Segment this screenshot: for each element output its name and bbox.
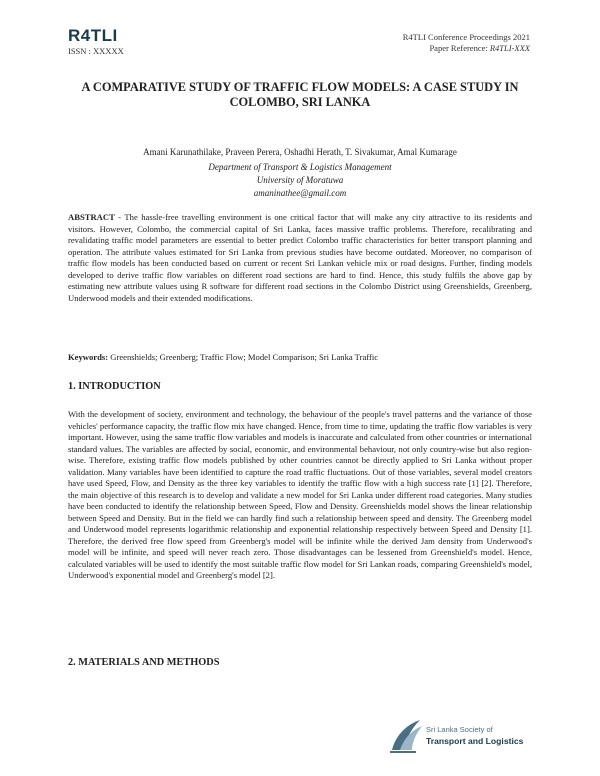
affiliation — [70, 161, 530, 200]
introduction-heading: 1. INTRODUCTION — [68, 381, 161, 392]
society-name-big: Transport and Logistics — [426, 736, 524, 746]
header-right — [403, 32, 530, 54]
conference-name: R4TLI Conference Proceedings 2021 — [402, 32, 530, 42]
society-name-small: Sri Lanka Society of — [426, 725, 493, 734]
paper-reference-label: Paper Reference: — [429, 43, 490, 53]
keywords-text: Greenshields; Greenberg; Traffic Flow; Model Comparison; Sri Lanka Traffic — [108, 352, 379, 362]
author-email: amaninathee@gmail.com — [253, 188, 347, 198]
introduction-body: With the development of society, environment and technology, the behaviour of the people's travel patterns and the variance of those vehicles' performance capacity, the traffic flow mix have changed. Hence, from time to time, updating the traffic flow variables is very important. However, using the same traffic flow variables and models is inaccurate and calculated from other countries or international standard values. The variables are affected by social, economic, and environmental behaviour, not only country-wise but also region-wise. Therefore, existing traffic flow models published by other countries cannot be directly applied to Sri Lanka without proper validation. Many variables have been identified to capture the road traffic fluctuations. Out of those variables, several model creators have used Speed, Flow, and Density as the three key variables to identify the traffic flow with a high success rate [1] [2]. Therefore, the main objective of this research is to develop and validate a new model for Sri Lanka under different road categories. Many studies have been conducted to identify the relationship between Speed, Flow and Density. Greenshields model shows the linear relationship between Speed and Density. But in the field we can hardly find such a relationship between speed and density. The Greenberg model and Underwood model represents logarithmic relationship and exponential relationship respectively between Speed and Density [1]. Therefore, the derived free flow speed from Greenberg's model will be infinite while the derived Jam density from Underwood's model will be infinite, and speed will never reach zero. Those disadvantages can be lessened from Greenshield's model. Hence, calculated variables will be used to identify the most suitable traffic flow model for Sri Lankan roads, comparing Greenshield's model, Underwood's exponential model and Greenberg's model [2]. — [68, 409, 532, 580]
department: Department of Transport & Logistics Management — [208, 162, 392, 172]
university: University of Moratuwa — [256, 175, 344, 185]
materials-methods-heading: 2. MATERIALS AND METHODS — [68, 657, 220, 668]
abstract-label: ABSTRACT — [68, 212, 115, 222]
society-logo — [386, 716, 536, 756]
issn: ISSN : XXXXX — [68, 46, 124, 56]
abstract — [68, 212, 532, 304]
author-list: Amani Karunathilake, Praveen Perera, Oshadhi Herath, T. Sivakumar, Amal Kumarage — [143, 147, 457, 157]
conference-logo: R4TLI — [68, 26, 118, 45]
abstract-text: - The hassle-free travelling environment is one critical factor that will make any city attractive to its residents and visitors. However, Colombo, the commercial capital of Sri Lanka, faces massive traffic problems. Therefore, recalibrating and revalidating traffic model parameters are essential to better predict Colombo traffic characteristics for better transport planning and operation. The attribute values estimated for Sri Lanka from previous studies have become outdated. Moreover, no comparison of traffic flow models has been conducted based on current or recent Sri Lankan vehicle mix or road designs. Further, finding models developed to derive traffic flow variables on different road sections are hard to find. Hence, this study fulfils the above gap by estimating new attribute values using R software for different road sections in the Colombo District using Greenshields, Greenberg, Underwood models and their extended modifications. — [68, 212, 532, 303]
keywords-label: Keywords: — [68, 352, 109, 362]
keywords — [68, 352, 532, 364]
society-emblem-icon — [386, 716, 424, 756]
paper-title: A COMPARATIVE STUDY OF TRAFFIC FLOW MODELS: A CASE STUDY IN COLOMBO, SRI LANKA — [81, 80, 519, 109]
paper-reference — [403, 43, 530, 54]
paper-reference-value: R4TLI-XXX — [489, 43, 530, 53]
